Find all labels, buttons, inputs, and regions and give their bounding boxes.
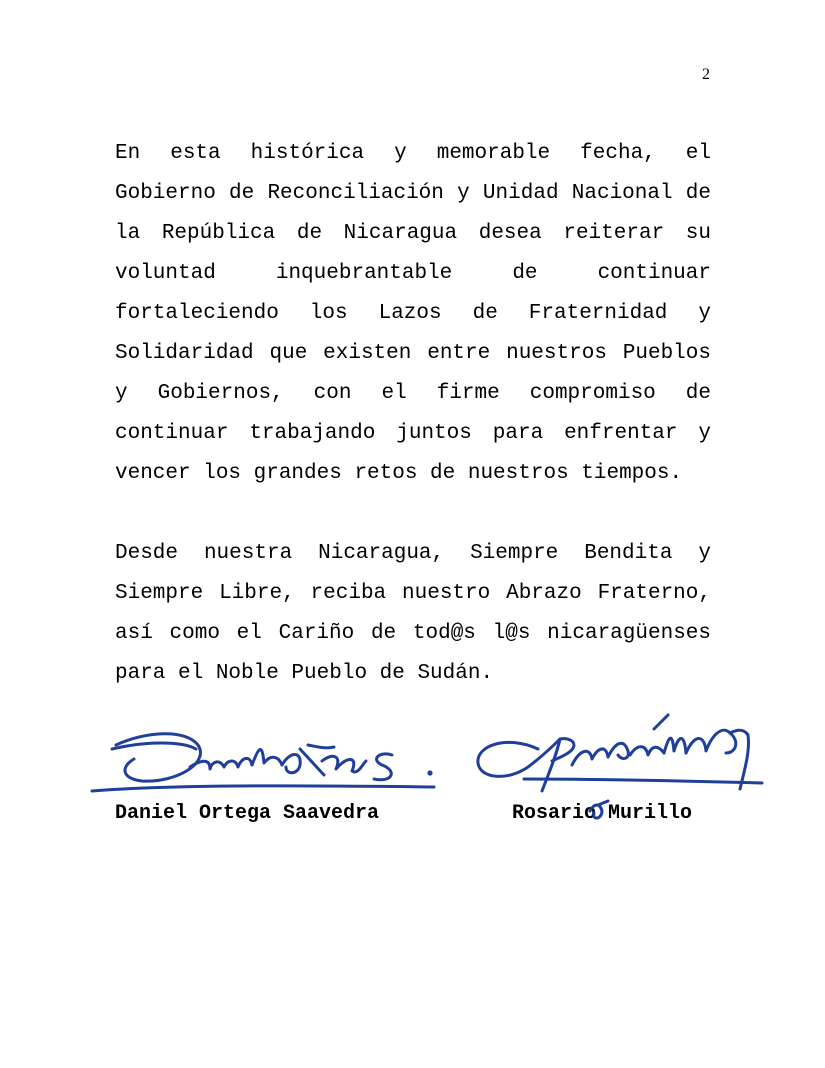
signature-block-right (468, 705, 768, 835)
handwritten-signature-left (86, 705, 446, 805)
paragraph-greeting: Desde nuestra Nicaragua, Siempre Bendita y Siempre Libre, reciba nuestro Abrazo Fraterno, así como el Cariño de tod@s l@s nicaragüenses para el Noble Pueblo de Sudán. (115, 542, 711, 685)
paragraph-closing-message: En esta histórica y memorable fecha, el Gobierno de Reconciliación y Unidad Nacional de la República de Nicaragua desea reiterar su voluntad inquebrantable de continuar fortaleciendo los Lazos de Fraternidad y Solidaridad que existen entre nuestros Pueblos y Gobiernos, con el firme compromiso de continuar trabajando juntos para enfrentar y vencer los grandes retos de nuestros tiempos. (115, 142, 711, 485)
page-number: 2 (702, 66, 710, 83)
letter-body (115, 134, 711, 694)
signer-name-left: Daniel Ortega Saavedra (115, 802, 380, 825)
handwritten-signature-right (468, 705, 768, 835)
signature-block-left (86, 705, 446, 835)
signer-name-right: Rosario Murillo (512, 802, 693, 825)
